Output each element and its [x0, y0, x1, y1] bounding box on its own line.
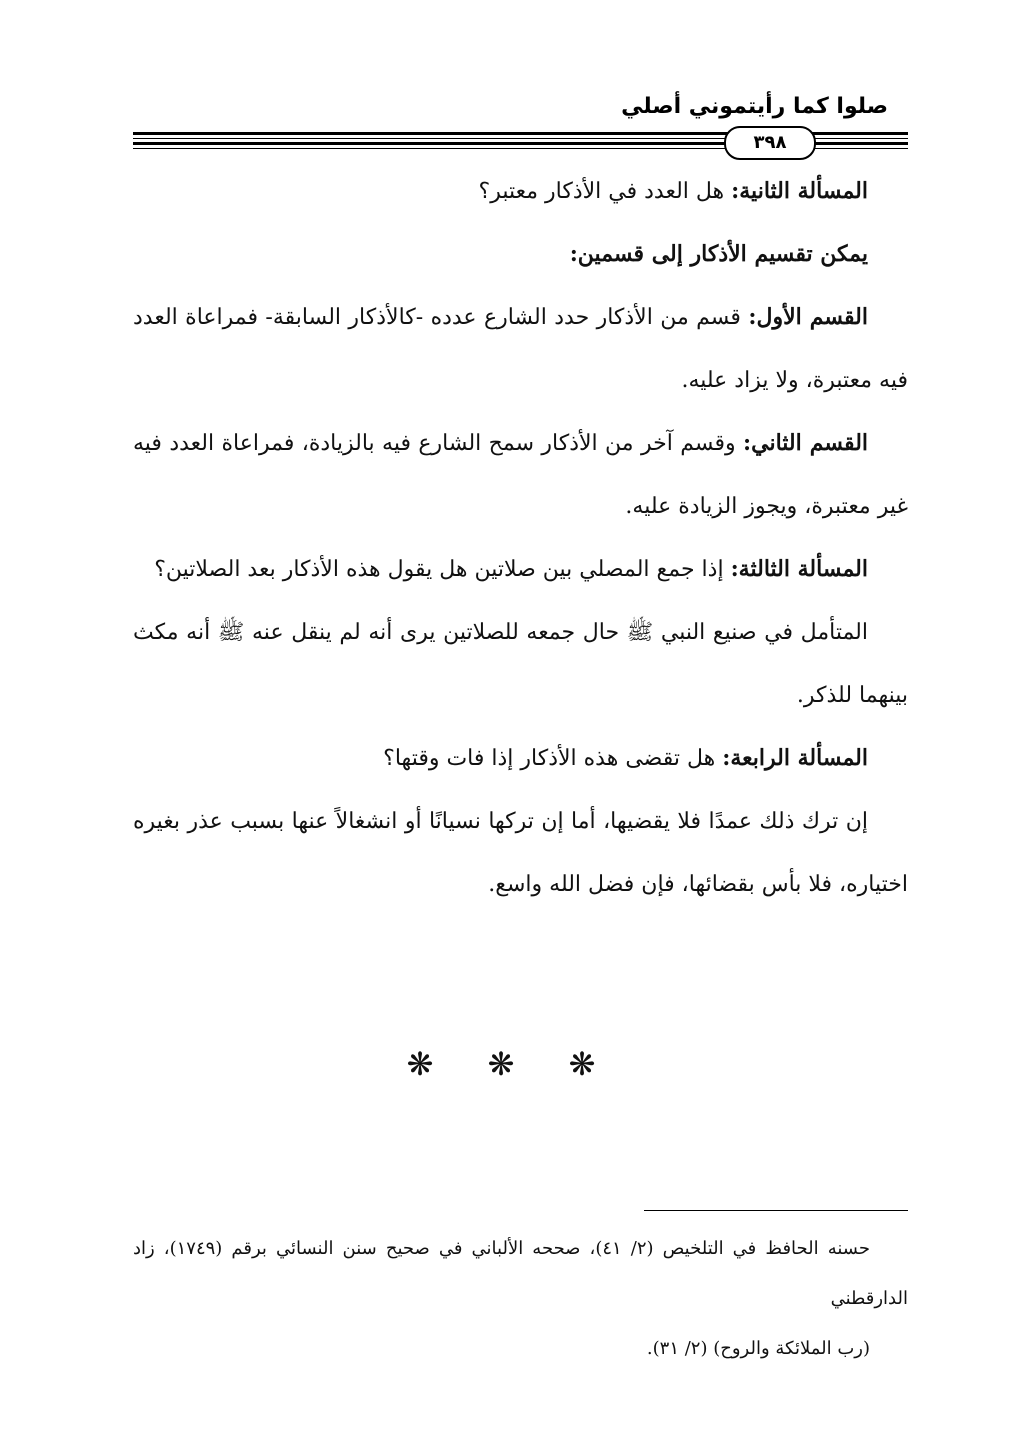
paragraph-heading: المسألة الرابعة: [722, 745, 868, 771]
section-divider: ❋ ❋ ❋ [406, 1045, 618, 1083]
paragraph-text: إذا جمع المصلي بين صلاتين هل يقول هذه الأذكار بعد الصلاتين؟ [154, 557, 731, 582]
paragraph [133, 223, 908, 286]
paragraph [133, 538, 908, 601]
paragraph-heading: المسألة الثانية: [731, 178, 868, 204]
paragraph-text: وقسم آخر من الأذكار سمح الشارع فيه بالزيادة، فمراعاة العدد فيه غير معتبرة، ويجوز الزيادة عليه. [133, 431, 908, 519]
main-text [133, 160, 908, 916]
paragraph-text: قسم من الأذكار حدد الشارع عدده -كالأذكار السابقة- فمراعاة العدد فيه معتبرة، ولا يزاد عليه. [133, 305, 908, 393]
paragraph-heading: يمكن تقسيم الأذكار إلى قسمين: [569, 241, 868, 267]
paragraph [133, 286, 908, 412]
paragraph-text: إن ترك ذلك عمدًا فلا يقضيها، أما إن تركها نسيانًا أو انشغالاً عنها بسبب عذر بغيره اختياره، فلا بأس بقضائها، فإن فضل الله واسع. [133, 809, 908, 897]
paragraph-heading: المسألة الثالثة: [730, 556, 868, 582]
footnote-line: (رب الملائكة والروح) (٢/ ٣١). [646, 1338, 870, 1359]
footnotes [133, 1224, 908, 1374]
footnote-rule [644, 1210, 908, 1211]
paragraph-text: المتأمل في صنيع النبي ﷺ حال جمعه للصلاتين يرى أنه لم ينقل عنه ﷺ أنه مكث بينهما للذكر. [133, 620, 908, 708]
paragraph-heading: القسم الثاني: [743, 430, 869, 456]
paragraph [133, 160, 908, 223]
paragraph [133, 601, 908, 727]
paragraph-text: هل العدد في الأذكار معتبر؟ [478, 179, 732, 204]
paragraph [133, 790, 908, 916]
paragraph-text: هل تقضى هذه الأذكار إذا فات وقتها؟ [383, 746, 723, 771]
paragraph [133, 727, 908, 790]
footnote-line: حسنه الحافظ في التلخيص (٢/ ٤١)، صححه الألباني في صحيح سنن النسائي برقم (١٧٤٩)، زاد الدارقطني [133, 1238, 908, 1309]
running-header-title: صلوا كما رأيتموني أصلي [621, 94, 888, 119]
page-number: ٣٩٨ [724, 126, 816, 160]
paragraph-heading: القسم الأول: [748, 304, 869, 330]
paragraph [133, 412, 908, 538]
